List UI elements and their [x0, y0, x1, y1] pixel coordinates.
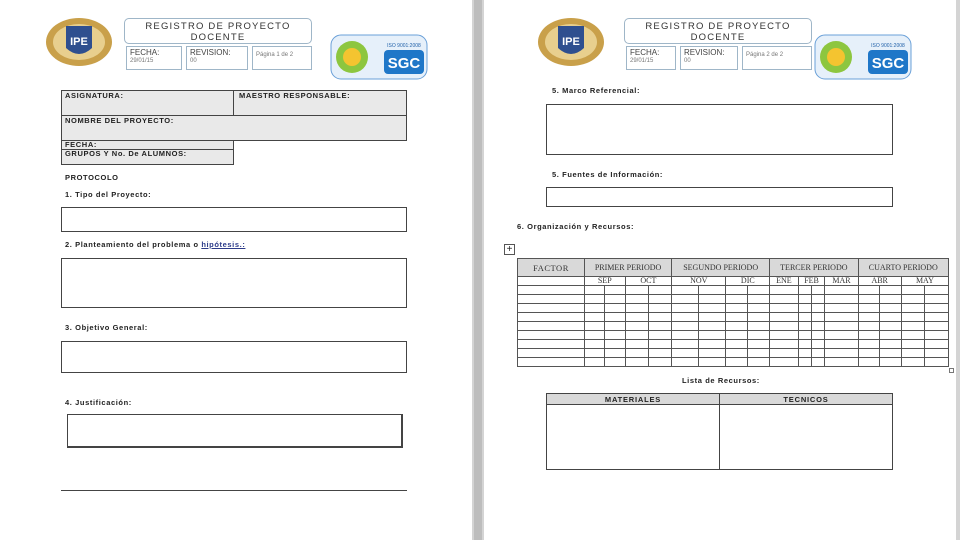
schedule-row [518, 313, 949, 322]
materiales-cell[interactable] [547, 405, 720, 469]
ipe-logo-text-p2: IPE [562, 36, 580, 48]
fecha-value-p2: 29/01/15 [630, 58, 654, 64]
schedule-row [518, 286, 949, 295]
tecnicos-cell[interactable] [720, 405, 892, 469]
maestro-field[interactable] [233, 90, 407, 116]
revision-cell-p2 [680, 46, 738, 70]
grupos-field[interactable] [61, 149, 234, 165]
month-header: SEP [585, 277, 626, 286]
schedule-cell[interactable] [699, 358, 726, 367]
revision-label-p2: REVISION: [684, 48, 725, 57]
month-header: MAR [825, 277, 858, 286]
schedule-cell[interactable] [925, 358, 949, 367]
lista-recursos-label: Lista de Recursos: [682, 376, 760, 385]
schedule-cell[interactable] [825, 358, 858, 367]
protocolo-heading: PROTOCOLO [65, 173, 119, 182]
ipe-logo-p2 [536, 14, 606, 70]
fuentes-box[interactable] [546, 187, 893, 207]
page-info: Página 1 de 2 [256, 52, 294, 58]
schedule-row [518, 304, 949, 313]
table-resize-handle[interactable] [949, 368, 954, 373]
period-header: PRIMER PERIODO [585, 259, 672, 277]
fecha-label: FECHA: [130, 48, 160, 57]
revision-value: 00 [190, 58, 197, 64]
sgc-logo-p2 [814, 34, 912, 80]
page-info-cell [252, 46, 312, 70]
schedule-cell[interactable] [812, 358, 825, 367]
fecha-field-label: FECHA: [65, 140, 97, 149]
asignatura-label: ASIGNATURA: [65, 91, 124, 100]
schedule-period-row [518, 259, 949, 277]
schedule-cell[interactable] [605, 358, 625, 367]
schedule-row [518, 331, 949, 340]
month-header: ENE [770, 277, 798, 286]
marco-label: 5. Marco Referencial: [552, 86, 641, 95]
month-header: DIC [726, 277, 770, 286]
revision-cell [186, 46, 248, 70]
nombre-proyecto-label: NOMBRE DEL PROYECTO: [65, 116, 174, 125]
marco-box[interactable] [546, 104, 893, 155]
sgc-logo [330, 34, 428, 80]
schedule-row [518, 358, 949, 367]
factor-header: FACTOR [518, 259, 585, 277]
schedule-cell[interactable] [880, 358, 902, 367]
form-title: REGISTRO DE PROYECTO DOCENTE [124, 18, 312, 44]
schedule-cell[interactable] [726, 358, 748, 367]
schedule-row [518, 295, 949, 304]
tipo-proyecto-box[interactable] [61, 207, 407, 232]
planteamiento-box[interactable] [61, 258, 407, 308]
page-gutter [474, 0, 482, 540]
schedule-row [518, 340, 949, 349]
document-page-1 [0, 0, 472, 540]
factor-cell[interactable] [518, 358, 585, 367]
justificacion-box[interactable] [67, 414, 403, 448]
organizacion-label: 6. Organización y Recursos: [517, 222, 635, 231]
sgc-logo-text: SGC [387, 55, 421, 72]
schedule-month-row [518, 277, 949, 286]
revision-label: REVISION: [190, 48, 231, 57]
schedule-cell[interactable] [585, 358, 605, 367]
planteamiento-label [65, 240, 245, 249]
header-block [124, 18, 314, 74]
month-header: NOV [672, 277, 726, 286]
table-move-handle[interactable]: + [504, 244, 515, 255]
asignatura-field[interactable] [61, 90, 234, 116]
schedule-cell[interactable] [748, 358, 770, 367]
page-info-cell-p2 [742, 46, 812, 70]
schedule-cell[interactable] [770, 358, 798, 367]
period-header: TERCER PERIODO [770, 259, 858, 277]
tecnicos-header: TECNICOS [720, 394, 892, 405]
schedule-table [517, 258, 949, 367]
document-page-2 [484, 0, 956, 540]
schedule-row [518, 322, 949, 331]
nombre-proyecto-field[interactable] [61, 115, 407, 141]
period-header: CUARTO PERIODO [858, 259, 949, 277]
grupos-label: GRUPOS Y No. De ALUMNOS: [65, 149, 187, 158]
bottom-rule [61, 490, 407, 491]
ipe-logo-text: IPE [70, 36, 88, 48]
schedule-cell[interactable] [648, 358, 671, 367]
revision-value-p2: 00 [684, 58, 691, 64]
iso-text-p2: ISO 9001:2008 [871, 43, 905, 49]
objetivo-label: 3. Objetivo General: [65, 323, 148, 332]
month-header: OCT [625, 277, 672, 286]
schedule-cell[interactable] [798, 358, 811, 367]
fecha-value: 29/01/15 [130, 58, 154, 64]
schedule-cell[interactable] [901, 358, 925, 367]
maestro-label: MAESTRO RESPONSABLE: [239, 91, 351, 100]
schedule-cell[interactable] [672, 358, 699, 367]
hipotesis-link[interactable]: hipótesis.: [201, 240, 246, 249]
fecha-cell [126, 46, 182, 70]
planteamiento-text: 2. Planteamiento del problema o [65, 240, 202, 249]
justificacion-label: 4. Justificación: [65, 398, 132, 407]
ipe-logo [44, 14, 114, 70]
month-header: FEB [798, 277, 825, 286]
schedule-cell[interactable] [858, 358, 880, 367]
header-block-p2 [624, 18, 814, 74]
period-header: SEGUNDO PERIODO [672, 259, 770, 277]
materiales-header: MATERIALES [547, 394, 720, 405]
tipo-proyecto-label: 1. Tipo del Proyecto: [65, 190, 152, 199]
month-header: ABR [858, 277, 901, 286]
fuentes-label: 5. Fuentes de Información: [552, 170, 664, 179]
fecha-cell-p2 [626, 46, 676, 70]
page-info-p2: Página 2 de 2 [746, 52, 784, 58]
fecha-label-p2: FECHA: [630, 48, 660, 57]
resources-table [546, 393, 893, 470]
sgc-logo-text-p2: SGC [871, 55, 905, 72]
form-title-p2: REGISTRO DE PROYECTO DOCENTE [624, 18, 812, 44]
schedule-row [518, 349, 949, 358]
objetivo-box[interactable] [61, 341, 407, 373]
schedule-cell[interactable] [625, 358, 648, 367]
month-header: MAY [901, 277, 948, 286]
iso-text: ISO 9001:2008 [387, 43, 421, 49]
